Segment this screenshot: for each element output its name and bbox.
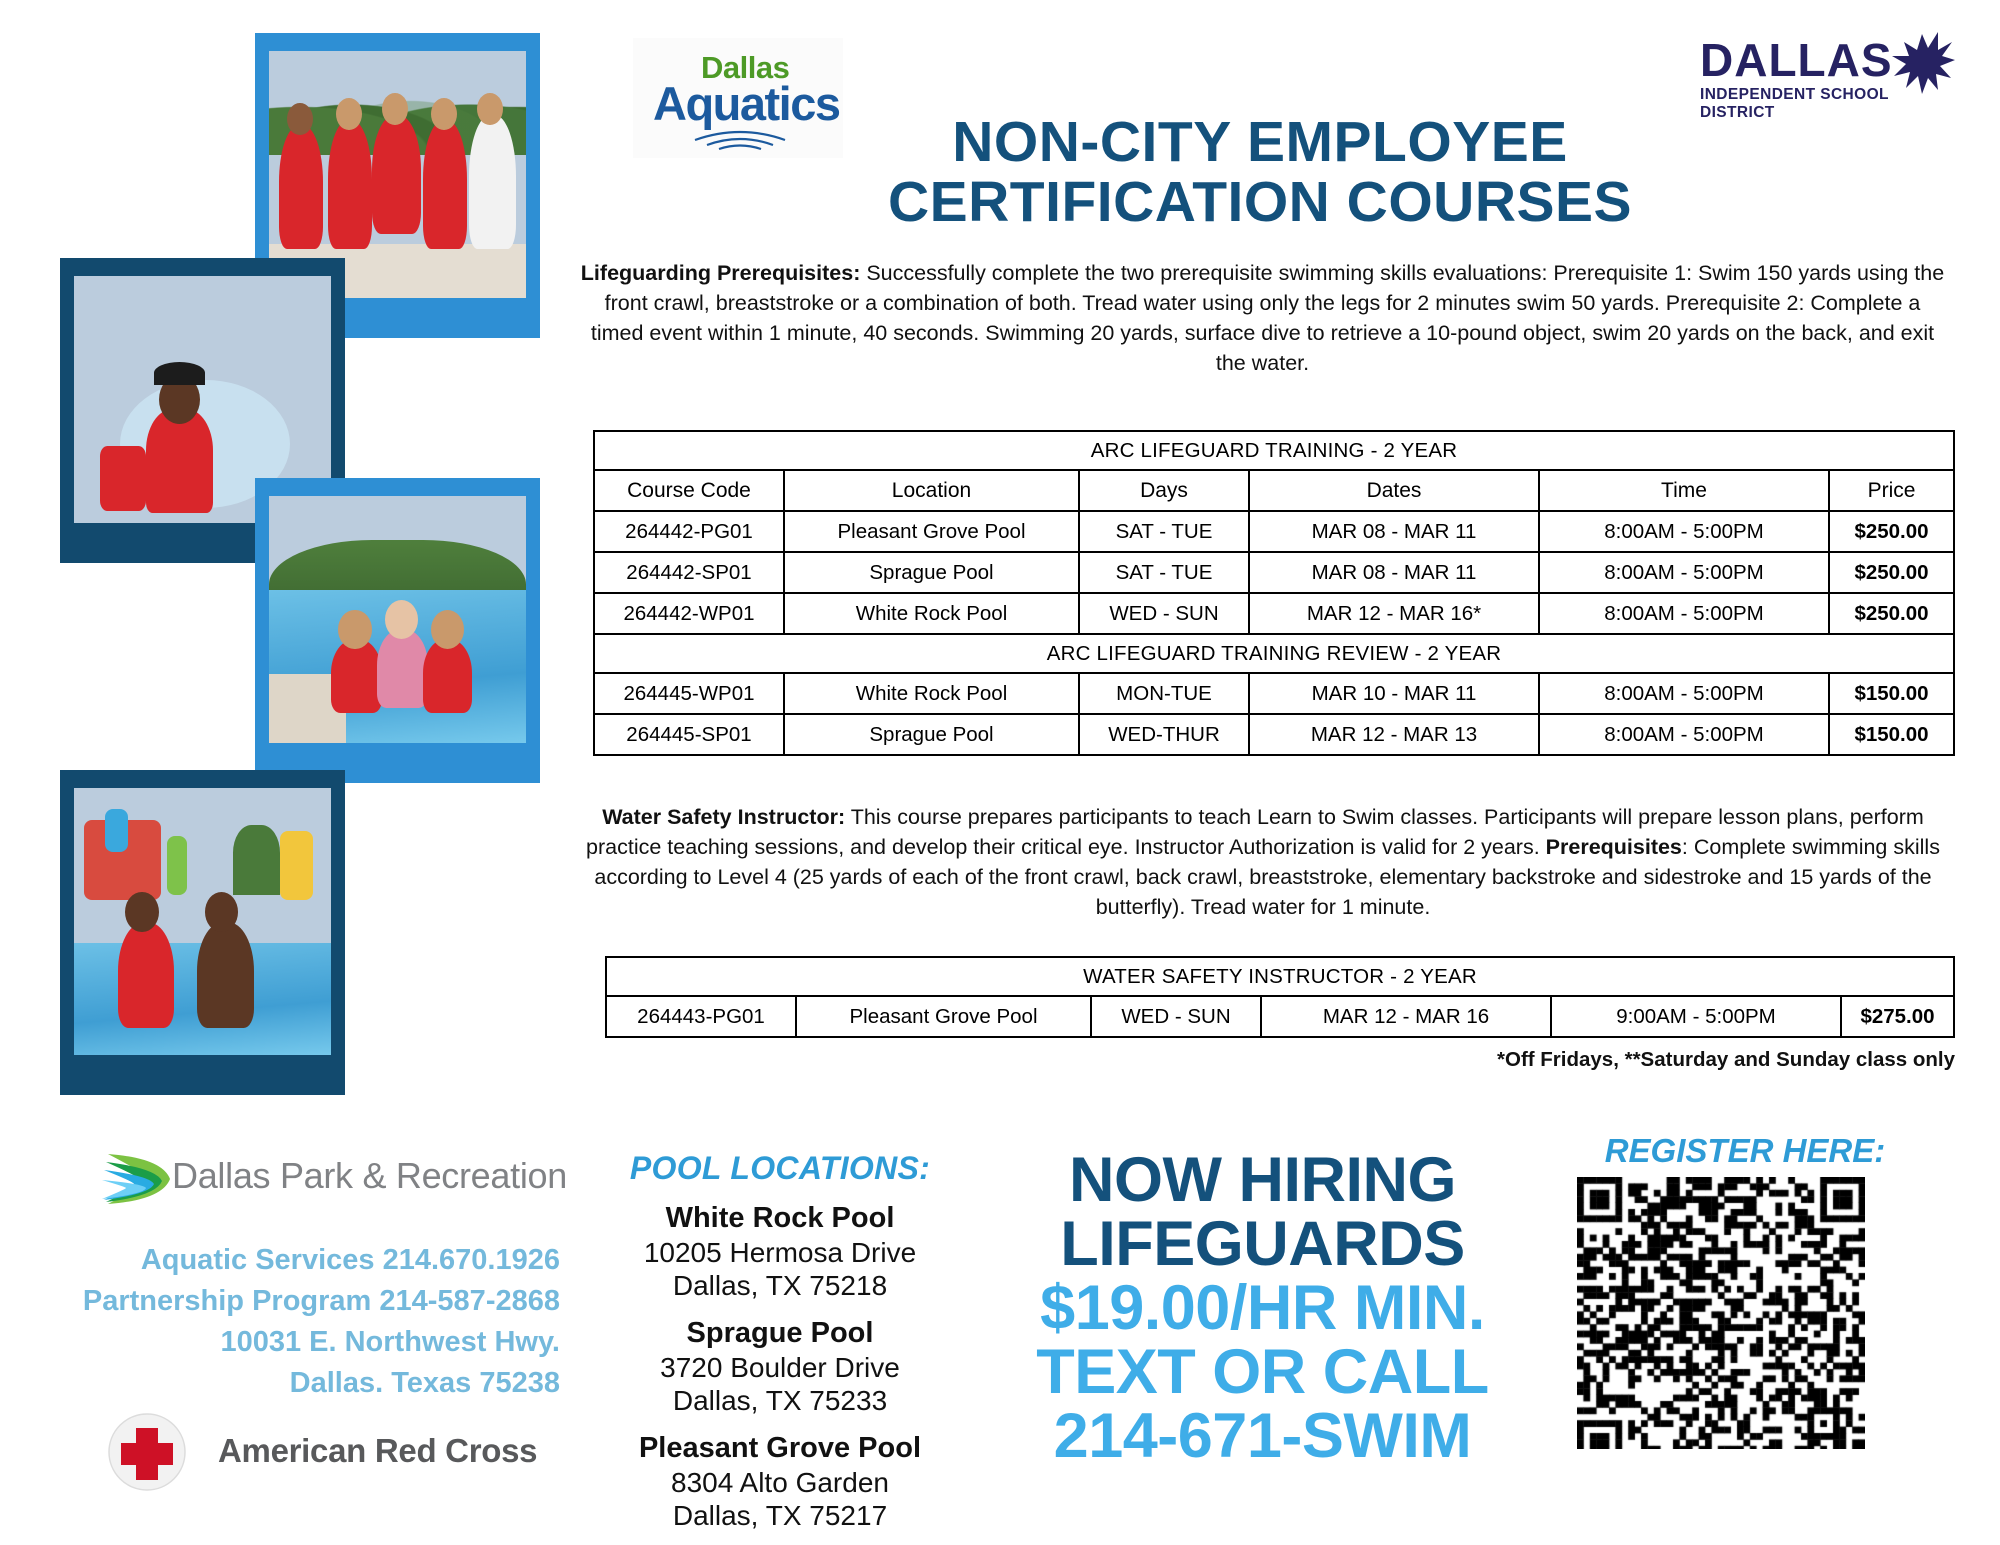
cell-days: WED - SUN bbox=[1091, 996, 1261, 1037]
pool-city: Dallas, TX 75218 bbox=[672, 1270, 888, 1301]
column-header-location: Location bbox=[784, 470, 1079, 511]
wsi-label: Water Safety Instructor: bbox=[602, 805, 846, 829]
cell-dates: MAR 10 - MAR 11 bbox=[1249, 673, 1539, 714]
hiring-line-now-hiring: NOW HIRING bbox=[1069, 1145, 1456, 1215]
table-row bbox=[594, 714, 1954, 755]
cell-time: 8:00AM - 5:00PM bbox=[1539, 511, 1829, 552]
cell-course-code: 264443-PG01 bbox=[606, 996, 796, 1037]
table-column-header-row bbox=[594, 470, 1954, 511]
contact-aquatic-services: Aquatic Services 214.670.1926 bbox=[140, 1244, 560, 1276]
section-arc-lifeguard-training-review: ARC LIFEGUARD TRAINING REVIEW - 2 YEAR bbox=[594, 634, 1954, 673]
cell-days: SAT - TUE bbox=[1079, 552, 1249, 593]
cell-dates: MAR 08 - MAR 11 bbox=[1249, 511, 1539, 552]
wsi-body-2: : Complete swimming skills according to Level 4 (25 yards of each of the front crawl, back crawl, breaststroke, elementary backstroke and sidestroke and 15 yards of the butterfly). Tread water for 1 minute. bbox=[594, 835, 1940, 919]
pool-name: Sprague Pool bbox=[686, 1317, 874, 1349]
list-item bbox=[590, 1430, 970, 1532]
lifeguarding-prerequisites-body: Successfully complete the two prerequisite swimming skills evaluations: Prerequisite 1: Swim 150 yards using the front crawl, breaststroke or a combination of both. Tread water using only the legs for 2 minutes swim 50 yards. Prerequisite 2: Complete a timed event within 1 minute, 40 seconds. Swimming 20 yards, surface dive to retrieve a 10-pound object, swim 20 yards on the back, and exit the water. bbox=[590, 261, 1945, 375]
table-row bbox=[594, 511, 1954, 552]
contact-street-address: 10031 E. Northwest Hwy. bbox=[220, 1326, 560, 1358]
list-item bbox=[590, 1200, 970, 1302]
park-recreation-label: Dallas Park & Recreation bbox=[172, 1155, 567, 1196]
table-section-header-row bbox=[594, 431, 1954, 470]
lifeguarding-prerequisites-label: Lifeguarding Prerequisites: bbox=[580, 261, 861, 285]
cell-location: Sprague Pool bbox=[784, 552, 1079, 593]
hiring-line-lifeguards: LIFEGUARDS bbox=[1060, 1209, 1465, 1279]
cell-time: 8:00AM - 5:00PM bbox=[1539, 552, 1829, 593]
photo-frame-waterpark bbox=[60, 770, 345, 1095]
pool-name: Pleasant Grove Pool bbox=[638, 1432, 922, 1464]
column-header-course-code: Course Code bbox=[594, 470, 784, 511]
pool-name: White Rock Pool bbox=[665, 1202, 895, 1234]
cell-location: White Rock Pool bbox=[784, 593, 1079, 634]
cell-price: $250.00 bbox=[1829, 552, 1954, 593]
cell-location: Pleasant Grove Pool bbox=[784, 511, 1079, 552]
contact-info-block bbox=[60, 1240, 560, 1404]
table-footnote: *Off Fridays, **Saturday and Sunday class only bbox=[1497, 1048, 1955, 1071]
pool-street: 8304 Alto Garden bbox=[671, 1467, 889, 1498]
photo-frame-three-swimmers bbox=[255, 478, 540, 783]
cell-price: $250.00 bbox=[1829, 511, 1954, 552]
cell-course-code: 264445-WP01 bbox=[594, 673, 784, 714]
pool-locations-heading: POOL LOCATIONS: bbox=[629, 1150, 931, 1186]
water-safety-instructor-table bbox=[605, 956, 1955, 1038]
cell-days: MON-TUE bbox=[1079, 673, 1249, 714]
cell-dates: MAR 12 - MAR 16* bbox=[1249, 593, 1539, 634]
cell-dates: MAR 12 - MAR 13 bbox=[1249, 714, 1539, 755]
hiring-line-text-or-call: TEXT OR CALL bbox=[1036, 1337, 1489, 1407]
table-row bbox=[594, 673, 1954, 714]
column-header-dates: Dates bbox=[1249, 470, 1539, 511]
qr-code[interactable] bbox=[1577, 1177, 1865, 1449]
photo-teens-at-waterpark bbox=[74, 788, 331, 1055]
pool-street: 3720 Boulder Drive bbox=[660, 1352, 900, 1383]
cell-dates: MAR 08 - MAR 11 bbox=[1249, 552, 1539, 593]
pool-city: Dallas, TX 75233 bbox=[672, 1385, 888, 1416]
wsi-prerequisites-label: Prerequisites bbox=[1545, 835, 1682, 859]
now-hiring-block bbox=[990, 1145, 1535, 1471]
section-water-safety-instructor: WATER SAFETY INSTRUCTOR - 2 YEAR bbox=[606, 957, 1954, 996]
cell-location: Pleasant Grove Pool bbox=[796, 996, 1091, 1037]
column-header-time: Time bbox=[1539, 470, 1829, 511]
table-row bbox=[594, 552, 1954, 593]
cell-time: 8:00AM - 5:00PM bbox=[1539, 673, 1829, 714]
hiring-line-phone: 214-671-SWIM bbox=[1053, 1401, 1472, 1471]
disd-logo-subtitle: INDEPENDENT SCHOOL DISTRICT bbox=[1700, 86, 1889, 121]
contact-city-state-zip: Dallas. Texas 75238 bbox=[289, 1367, 560, 1399]
cell-days: SAT - TUE bbox=[1079, 511, 1249, 552]
cell-course-code: 264445-SP01 bbox=[594, 714, 784, 755]
contact-partnership-program: Partnership Program 214-587-2868 bbox=[82, 1285, 560, 1317]
american-red-cross-label: American Red Cross bbox=[218, 1432, 538, 1469]
list-item bbox=[590, 1315, 970, 1417]
cell-time: 8:00AM - 5:00PM bbox=[1539, 593, 1829, 634]
photo-swimmers-in-pool bbox=[269, 496, 526, 743]
cell-days: WED - SUN bbox=[1079, 593, 1249, 634]
table-section-header-row bbox=[594, 634, 1954, 673]
cell-price: $275.00 bbox=[1841, 996, 1954, 1037]
hiring-line-wage: $19.00/HR MIN. bbox=[1040, 1273, 1485, 1343]
title-line-2: CERTIFICATION COURSES bbox=[887, 170, 1633, 234]
cell-dates: MAR 12 - MAR 16 bbox=[1261, 996, 1551, 1037]
cell-price: $250.00 bbox=[1829, 593, 1954, 634]
column-header-days: Days bbox=[1079, 470, 1249, 511]
cell-course-code: 264442-SP01 bbox=[594, 552, 784, 593]
aquatics-logo-dallas: Dallas bbox=[701, 50, 790, 85]
section-arc-lifeguard-training: ARC LIFEGUARD TRAINING - 2 YEAR bbox=[594, 431, 1954, 470]
cell-price: $150.00 bbox=[1829, 714, 1954, 755]
column-header-price: Price bbox=[1829, 470, 1954, 511]
register-here-heading: REGISTER HERE: bbox=[1604, 1132, 1886, 1169]
table-row bbox=[594, 593, 1954, 634]
cell-location: White Rock Pool bbox=[784, 673, 1079, 714]
pool-city: Dallas, TX 75217 bbox=[672, 1500, 888, 1531]
page-title bbox=[560, 112, 1960, 232]
lifeguarding-prerequisites-paragraph bbox=[580, 258, 1945, 378]
cell-time: 9:00AM - 5:00PM bbox=[1551, 996, 1841, 1037]
cell-location: Sprague Pool bbox=[784, 714, 1079, 755]
cell-course-code: 264442-PG01 bbox=[594, 511, 784, 552]
cell-time: 8:00AM - 5:00PM bbox=[1539, 714, 1829, 755]
water-safety-instructor-paragraph bbox=[578, 802, 1948, 922]
pool-street: 10205 Hermosa Drive bbox=[643, 1237, 917, 1268]
disd-logo-dallas: DALLAS bbox=[1700, 34, 1893, 86]
lifeguard-courses-table bbox=[593, 430, 1955, 756]
cell-price: $150.00 bbox=[1829, 673, 1954, 714]
pegasus-icon bbox=[1876, 26, 1956, 100]
pool-locations-list bbox=[590, 1200, 970, 1532]
cell-days: WED-THUR bbox=[1079, 714, 1249, 755]
table-row bbox=[606, 996, 1954, 1037]
cell-course-code: 264442-WP01 bbox=[594, 593, 784, 634]
table-section-header-row bbox=[606, 957, 1954, 996]
title-line-1: NON-CITY EMPLOYEE bbox=[952, 110, 1568, 174]
wsi-body-1: This course prepares participants to teach Learn to Swim classes. Participants will prepare lesson plans, perform practice teaching sessions, and develop their critical eye. Instructor Authorization is valid for 2 years. bbox=[586, 805, 1924, 859]
aquatics-logo-aquatics: Aquatics bbox=[653, 77, 840, 130]
